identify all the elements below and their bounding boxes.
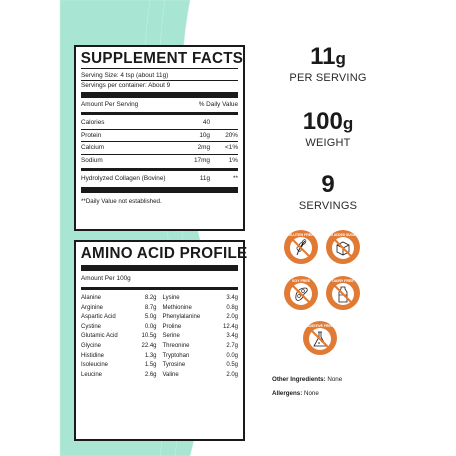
divider	[81, 68, 238, 69]
other-ingredients	[272, 376, 342, 384]
amino-value: 0.8g	[226, 304, 238, 311]
amino-name: Lysine	[162, 295, 180, 301]
amino-row	[81, 352, 157, 362]
nutrient-dv: <1%	[225, 144, 238, 151]
dairy-free-badge	[325, 275, 361, 311]
nutrient-name: Calcium	[81, 144, 105, 151]
allergens-value: None	[304, 390, 319, 397]
svg-text:DAIRY FREE: DAIRY FREE	[332, 279, 354, 283]
amino-right-column	[163, 294, 239, 380]
amino-value: 1.3g	[144, 352, 157, 359]
amino-name: Alanine	[81, 295, 102, 301]
servings-per-container: Servings per container: About 9	[81, 82, 171, 89]
facts-row	[76, 130, 243, 142]
amino-row	[163, 361, 239, 371]
stat-value: 9	[321, 171, 335, 198]
nutrient-name: Sodium	[81, 156, 103, 164]
stat-value: 100g	[302, 108, 354, 135]
amino-row	[81, 332, 157, 342]
amino-value: 2.7g	[226, 342, 238, 349]
amino-row	[81, 323, 157, 333]
svg-text:SOY FREE: SOY FREE	[291, 279, 311, 283]
daily-value-header: % Daily Value	[198, 101, 238, 108]
amino-name: Valine	[162, 371, 179, 378]
amino-left-column	[81, 294, 157, 380]
facts-header-row	[76, 100, 243, 110]
thick-divider	[81, 92, 238, 98]
amino-row	[163, 352, 239, 362]
serving-size: Serving Size: 4 tsp (about 11g)	[81, 72, 169, 79]
soy-free-badge	[283, 275, 319, 311]
flask-icon	[302, 320, 338, 356]
amino-row	[163, 313, 239, 323]
svg-text:ADDITIVE FREE: ADDITIVE FREE	[307, 324, 333, 328]
nutrient-amount: 10g	[199, 131, 210, 139]
allergens	[272, 390, 319, 398]
other-ingredients-label: Other Ingredients:	[272, 376, 326, 383]
amino-name: Tyrosine	[162, 362, 186, 369]
amino-value: 3.4g	[226, 295, 238, 301]
nutrient-amount: 2mg	[197, 144, 210, 151]
amino-value: 1.5g	[144, 362, 157, 369]
supplement-facts-panel	[74, 45, 245, 231]
wheat-icon	[283, 229, 319, 265]
mid-divider	[81, 112, 238, 115]
amino-row	[163, 323, 239, 333]
amino-acid-profile-panel	[74, 240, 248, 441]
amino-name: Leucine	[81, 371, 103, 378]
amino-row	[163, 332, 239, 342]
amino-name: Tryptohan	[162, 352, 190, 359]
stat-label: WEIGHT	[305, 137, 351, 149]
amino-row	[81, 313, 157, 323]
amino-name: Methionine	[162, 304, 192, 311]
amino-name: Phenylalanine	[162, 314, 201, 321]
amino-name: Isoleucine	[81, 362, 109, 369]
amino-row	[163, 371, 239, 381]
additive-free-badge	[302, 320, 338, 356]
amino-row	[163, 294, 239, 304]
amino-value: 2.0g	[226, 371, 238, 378]
nutrient-amount: 11g	[199, 175, 210, 182]
nutrient-dv	[210, 117, 238, 129]
other-ingredients-value: None	[327, 376, 343, 383]
nutrient-amount: 17mg	[194, 156, 210, 164]
thick-divider	[81, 187, 238, 193]
amino-value: 3.4g	[226, 333, 238, 340]
nutrient-amount: 40	[202, 119, 210, 126]
nutrient-dv: **	[233, 175, 238, 182]
amino-value: 0.0g	[144, 323, 157, 330]
amino-name: Histidine	[81, 352, 105, 359]
amount-per-serving-header: Amount Per Serving	[81, 101, 139, 108]
svg-text:NO ADDED SUGAR: NO ADDED SUGAR	[328, 233, 358, 237]
amino-name: Arginine	[81, 304, 104, 311]
stat-label: SERVINGS	[298, 200, 358, 212]
amino-row	[81, 294, 157, 304]
amino-row	[163, 304, 239, 314]
amino-name: Glycine	[81, 342, 102, 349]
facts-row	[76, 155, 243, 167]
mid-divider	[81, 287, 238, 290]
stat-servings	[268, 172, 388, 213]
nutrient-name: Calories	[81, 119, 105, 126]
amino-acid-grid	[76, 292, 243, 380]
amino-row	[81, 304, 157, 314]
amino-value: 8.2g	[144, 295, 157, 301]
no-added-sugar-badge	[325, 229, 361, 265]
stat-weight	[268, 109, 388, 150]
amino-value: 0.0g	[226, 352, 238, 359]
amino-name: Cystine	[81, 323, 102, 330]
nutrient-name: Protein	[81, 131, 102, 139]
milk-bottle-icon	[325, 275, 361, 311]
amino-value: 2.0g	[226, 314, 238, 321]
amino-value: 12.4g	[222, 323, 238, 330]
stat-label: PER SERVING	[289, 72, 367, 84]
amount-per-100g: Amount Per 100g	[81, 275, 131, 282]
thick-divider	[81, 265, 238, 271]
amino-value: 2.6g	[144, 371, 157, 378]
amino-value: 22.4g	[141, 342, 157, 349]
facts-row	[76, 117, 243, 129]
amino-value: 0.5g	[226, 362, 238, 369]
amino-value: 8.7g	[144, 304, 157, 311]
nutrient-dv: 1%	[228, 156, 238, 164]
amino-name: Aspartic Acid	[81, 314, 116, 321]
amino-row	[81, 371, 157, 381]
amino-value: 5.0g	[144, 314, 157, 321]
amino-name: Glutamic Acid	[81, 333, 118, 340]
amino-value: 10.5g	[141, 333, 157, 340]
supplement-facts-title: SUPPLEMENT FACTS	[80, 50, 244, 67]
amino-name: Serine	[162, 333, 180, 340]
mid-divider	[81, 168, 238, 171]
gluten-free-badge	[283, 229, 319, 265]
svg-text:GLUTEN FREE: GLUTEN FREE	[288, 233, 314, 237]
sugar-cube-icon	[325, 229, 361, 265]
footnote: **Daily Value not established.	[81, 197, 162, 205]
amino-row	[81, 342, 157, 352]
amino-row	[163, 342, 239, 352]
nutrient-name: Hydrolyzed Collagen (Bovine)	[81, 175, 166, 182]
amino-name: Threonine	[162, 342, 190, 349]
facts-row	[76, 142, 243, 154]
amino-row	[81, 361, 157, 371]
allergens-label: Allergens:	[272, 390, 303, 397]
soybean-icon	[283, 275, 319, 311]
facts-row	[76, 173, 243, 185]
amino-acid-profile-title: AMINO ACID PROFILE	[80, 245, 248, 262]
nutrient-dv: 20%	[225, 131, 238, 139]
stat-value: 11g	[310, 43, 346, 70]
stat-per-serving	[268, 44, 388, 85]
amino-name: Proline	[162, 323, 182, 330]
